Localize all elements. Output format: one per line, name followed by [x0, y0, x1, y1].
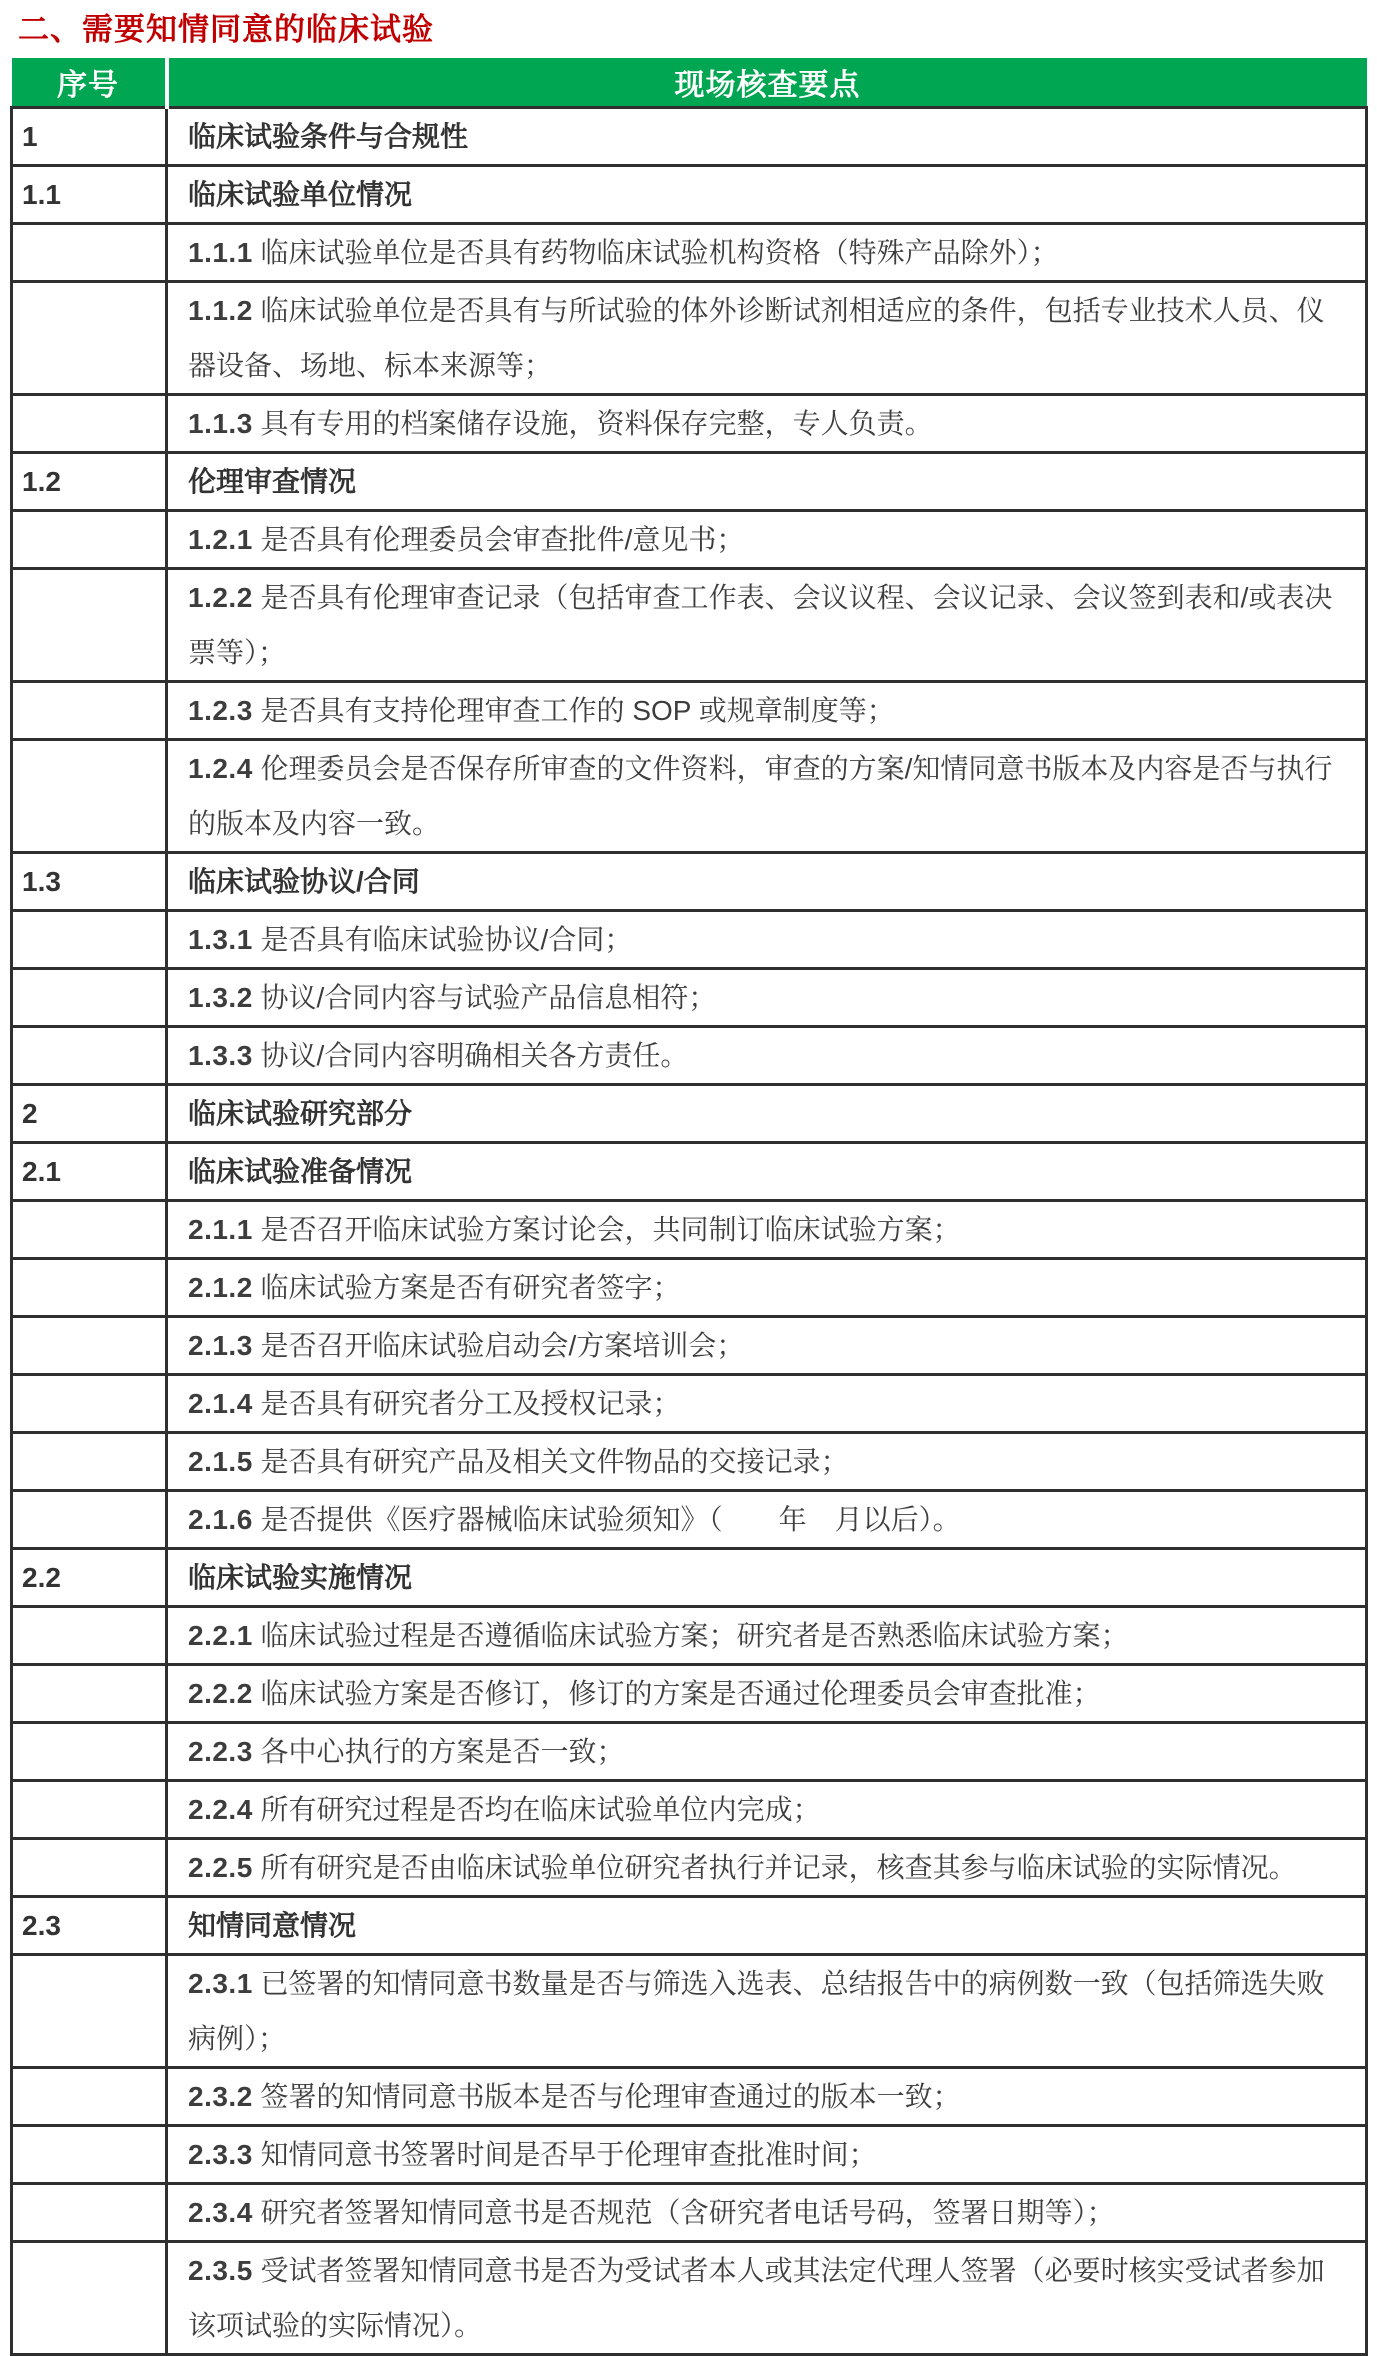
item-number: 1.2.1 — [188, 524, 253, 555]
item-number: 1.1.2 — [188, 295, 253, 326]
row-inspection-point-cell: 临床试验单位情况 — [167, 166, 1367, 224]
row-inspection-point-cell: 1.3.2 协议/合同内容与试验产品信息相符； — [167, 969, 1367, 1027]
row-number-cell: 2.3 — [12, 1897, 167, 1955]
item-number: 2.1.6 — [188, 1504, 253, 1535]
row-number-cell — [12, 1259, 167, 1317]
table-row — [12, 2184, 1367, 2242]
row-number-cell: 1 — [12, 108, 167, 166]
row-number-cell — [12, 1665, 167, 1723]
table-row — [12, 969, 1367, 1027]
row-inspection-point-cell: 2.2.1 临床试验过程是否遵循临床试验方案；研究者是否熟悉临床试验方案； — [167, 1607, 1367, 1665]
item-number: 2.3.5 — [188, 2255, 253, 2286]
row-inspection-point-cell: 1.1.1 临床试验单位是否具有药物临床试验机构资格（特殊产品除外）； — [167, 224, 1367, 282]
row-inspection-point-cell: 1.1.2 临床试验单位是否具有与所试验的体外诊断试剂相适应的条件，包括专业技术人员、仪器设备、场地、标本来源等； — [167, 282, 1367, 395]
row-inspection-point-cell: 2.2.3 各中心执行的方案是否一致； — [167, 1723, 1367, 1781]
table-row — [12, 108, 1367, 166]
item-number: 1.3.1 — [188, 924, 253, 955]
item-number: 2.2.1 — [188, 1620, 253, 1651]
table-row — [12, 1607, 1367, 1665]
item-number: 2.1.4 — [188, 1388, 253, 1419]
row-number-cell — [12, 911, 167, 969]
row-number-cell — [12, 1955, 167, 2068]
row-number-cell: 2.2 — [12, 1549, 167, 1607]
row-number-cell — [12, 740, 167, 853]
row-number-cell — [12, 2068, 167, 2126]
row-number-cell — [12, 2184, 167, 2242]
row-inspection-point-cell: 临床试验协议/合同 — [167, 853, 1367, 911]
table-row — [12, 1433, 1367, 1491]
row-number-cell — [12, 1781, 167, 1839]
row-number-cell — [12, 511, 167, 569]
row-inspection-point-cell: 临床试验准备情况 — [167, 1143, 1367, 1201]
header-cell-number: 序号 — [12, 58, 167, 108]
table-row — [12, 740, 1367, 853]
row-inspection-point-cell: 2.3.3 知情同意书签署时间是否早于伦理审查批准时间； — [167, 2126, 1367, 2184]
inspection-points-table — [10, 58, 1368, 2356]
row-number-cell — [12, 1491, 167, 1549]
table-header-row — [12, 58, 1367, 108]
table-row — [12, 1317, 1367, 1375]
item-number: 2.1.1 — [188, 1214, 253, 1245]
item-number: 1.2.4 — [188, 753, 253, 784]
row-inspection-point-cell: 伦理审查情况 — [167, 453, 1367, 511]
row-inspection-point-cell: 1.3.3 协议/合同内容明确相关各方责任。 — [167, 1027, 1367, 1085]
row-number-cell — [12, 569, 167, 682]
item-number: 2.2.5 — [188, 1852, 253, 1883]
table-body — [12, 108, 1367, 2355]
row-inspection-point-cell: 1.1.3 具有专用的档案储存设施，资料保存完整，专人负责。 — [167, 395, 1367, 453]
table-row — [12, 1839, 1367, 1897]
row-inspection-point-cell: 1.3.1 是否具有临床试验协议/合同； — [167, 911, 1367, 969]
item-number: 2.2.4 — [188, 1794, 253, 1825]
row-inspection-point-cell: 2.2.2 临床试验方案是否修订，修订的方案是否通过伦理委员会审查批准； — [167, 1665, 1367, 1723]
item-number: 2.2.3 — [188, 1736, 253, 1767]
item-number: 2.1.5 — [188, 1446, 253, 1477]
item-number: 1.3.2 — [188, 982, 253, 1013]
table-row — [12, 453, 1367, 511]
row-inspection-point-cell: 1.2.3 是否具有支持伦理审查工作的 SOP 或规章制度等； — [167, 682, 1367, 740]
table-row — [12, 1375, 1367, 1433]
row-inspection-point-cell: 1.2.4 伦理委员会是否保存所审查的文件资料，审查的方案/知情同意书版本及内容是否与执行的版本及内容一致。 — [167, 740, 1367, 853]
row-inspection-point-cell: 2.1.1 是否召开临床试验方案讨论会，共同制订临床试验方案； — [167, 1201, 1367, 1259]
table-row — [12, 1723, 1367, 1781]
row-number-cell: 2 — [12, 1085, 167, 1143]
row-inspection-point-cell: 1.2.2 是否具有伦理审查记录（包括审查工作表、会议议程、会议记录、会议签到表和/或表决票等）； — [167, 569, 1367, 682]
row-inspection-point-cell: 临床试验研究部分 — [167, 1085, 1367, 1143]
table-row — [12, 1491, 1367, 1549]
table-row — [12, 1085, 1367, 1143]
row-inspection-point-cell: 2.1.2 临床试验方案是否有研究者签字； — [167, 1259, 1367, 1317]
row-number-cell — [12, 395, 167, 453]
row-inspection-point-cell: 临床试验条件与合规性 — [167, 108, 1367, 166]
row-number-cell — [12, 1375, 167, 1433]
row-number-cell: 1.3 — [12, 853, 167, 911]
table-row — [12, 166, 1367, 224]
table-row — [12, 1781, 1367, 1839]
table-row — [12, 2126, 1367, 2184]
table-row — [12, 569, 1367, 682]
row-number-cell: 1.2 — [12, 453, 167, 511]
item-number: 2.2.2 — [188, 1678, 253, 1709]
item-number: 2.3.4 — [188, 2197, 253, 2228]
row-number-cell — [12, 1317, 167, 1375]
page-title: 二、需要知情同意的临床试验 — [18, 12, 434, 47]
item-number: 2.1.2 — [188, 1272, 253, 1303]
item-number: 2.3.1 — [188, 1968, 253, 1999]
row-number-cell — [12, 969, 167, 1027]
table-row — [12, 1259, 1367, 1317]
item-number: 1.2.2 — [188, 582, 253, 613]
table-row — [12, 911, 1367, 969]
row-number-cell — [12, 682, 167, 740]
row-number-cell — [12, 1433, 167, 1491]
row-inspection-point-cell: 2.2.5 所有研究是否由临床试验单位研究者执行并记录，核查其参与临床试验的实际情况。 — [167, 1839, 1367, 1897]
item-number: 2.3.2 — [188, 2081, 253, 2112]
table-row — [12, 1955, 1367, 2068]
row-inspection-point-cell: 2.1.4 是否具有研究者分工及授权记录； — [167, 1375, 1367, 1433]
table-row — [12, 511, 1367, 569]
row-inspection-point-cell: 2.3.5 受试者签署知情同意书是否为受试者本人或其法定代理人签署（必要时核实受试者参加该项试验的实际情况）。 — [167, 2242, 1367, 2355]
row-inspection-point-cell: 2.3.4 研究者签署知情同意书是否规范（含研究者电话号码，签署日期等）； — [167, 2184, 1367, 2242]
item-number: 1.1.1 — [188, 237, 253, 268]
row-inspection-point-cell: 2.1.3 是否召开临床试验启动会/方案培训会； — [167, 1317, 1367, 1375]
item-number: 2.3.3 — [188, 2139, 253, 2170]
table-row — [12, 224, 1367, 282]
row-number-cell — [12, 282, 167, 395]
row-number-cell — [12, 2242, 167, 2355]
table-row — [12, 2242, 1367, 2355]
row-number-cell: 1.1 — [12, 166, 167, 224]
row-number-cell — [12, 224, 167, 282]
table-row — [12, 1027, 1367, 1085]
table-row — [12, 1201, 1367, 1259]
item-number: 1.3.3 — [188, 1040, 253, 1071]
item-number: 1.1.3 — [188, 408, 253, 439]
row-inspection-point-cell: 2.3.2 签署的知情同意书版本是否与伦理审查通过的版本一致； — [167, 2068, 1367, 2126]
table-row — [12, 1897, 1367, 1955]
item-number: 2.1.3 — [188, 1330, 253, 1361]
header-cell-inspection-points: 现场核查要点 — [167, 58, 1367, 108]
row-inspection-point-cell: 2.1.5 是否具有研究产品及相关文件物品的交接记录； — [167, 1433, 1367, 1491]
row-number-cell — [12, 1201, 167, 1259]
table-row — [12, 282, 1367, 395]
row-number-cell — [12, 1027, 167, 1085]
table-row — [12, 1549, 1367, 1607]
row-number-cell — [12, 1723, 167, 1781]
row-number-cell: 2.1 — [12, 1143, 167, 1201]
row-inspection-point-cell: 1.2.1 是否具有伦理委员会审查批件/意见书； — [167, 511, 1367, 569]
table-row — [12, 1143, 1367, 1201]
row-inspection-point-cell: 临床试验实施情况 — [167, 1549, 1367, 1607]
item-number: 1.2.3 — [188, 695, 253, 726]
row-inspection-point-cell: 知情同意情况 — [167, 1897, 1367, 1955]
row-inspection-point-cell: 2.2.4 所有研究过程是否均在临床试验单位内完成； — [167, 1781, 1367, 1839]
row-number-cell — [12, 1607, 167, 1665]
row-number-cell — [12, 1839, 167, 1897]
row-number-cell — [12, 2126, 167, 2184]
table-row — [12, 1665, 1367, 1723]
table-row — [12, 395, 1367, 453]
table-row — [12, 682, 1367, 740]
table-row — [12, 853, 1367, 911]
row-inspection-point-cell: 2.3.1 已签署的知情同意书数量是否与筛选入选表、总结报告中的病例数一致（包括筛选失败病例）； — [167, 1955, 1367, 2068]
table-row — [12, 2068, 1367, 2126]
row-inspection-point-cell: 2.1.6 是否提供《医疗器械临床试验须知》（ 年 月以后）。 — [167, 1491, 1367, 1549]
